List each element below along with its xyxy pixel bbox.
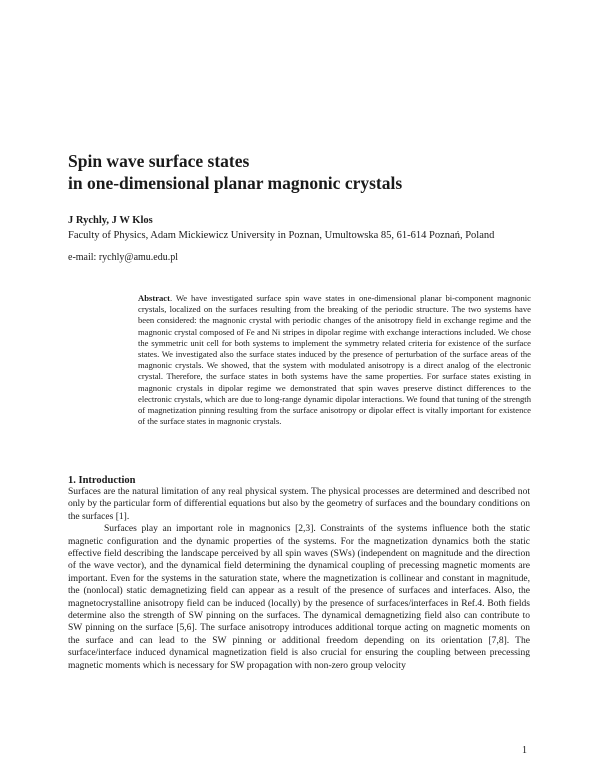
page-number: 1 [522,745,527,756]
abstract-label: Abstract [138,293,170,303]
title-line-1: Spin wave surface states [68,151,250,171]
affiliation: Faculty of Physics, Adam Mickiewicz University in Poznan, Umultowska 85, 61-614 Poznań, Poland [68,230,495,241]
abstract-text: . We have investigated surface spin wave states in one-dimensional planar bi-component magnonic crystals, localized on the surfaces resulting from the breaking of the periodic structure. The two systems have been considered: the magnonic crystal with periodic changes of the anisotropy field in exchange regime and the magnonic crystal composed of Fe and Ni stripes in dipolar regime with exchange interactions included. We chose the symmetric unit cell for both systems to implement the symmetry related criteria for existence of the surface states. We investigated also the surface states induced by the presence of perturbation of the surface areas of the magnonic crystals. We showed, that the system with modulated anisotropy is a direct analog of the electronic crystal. Therefore, the surface states in both systems have the same properties. For surface states existing in magnonic crystals in dipolar regime we demonstrated that spin waves preserve distinct differences to the electronic crystals, which are due to long-range dynamic dipolar interactions. We found that tuning of the strength of magnetization pinning resulting from the surface anisotropy or dipolar effect is vitally important for existence of the surface states in magnonic crystals. [138,293,531,427]
authors: J Rychly, J W Klos [68,215,153,226]
paragraph-1: Surfaces are the natural limitation of any real physical system. The physical processes are determined and described not only by the particular form of differential equations but also by the geometry of surfaces and the boundary conditions on the surfaces [1]. [68,486,530,522]
section-heading-introduction: 1. Introduction [68,475,136,486]
introduction-body [68,486,530,672]
paragraph-2: Surfaces play an important role in magnonics [2,3]. Constraints of the systems influence both the static magnetic configuration and the dynamic properties of the systems. For the magnetization dynamics both the static effective field describing the landscape perceived by all spin waves (SWs) (independent on magnitude and the direction of the wave vector), and the dynamical field determining the dynamical coupling of precessing magnetic moments are important. Even for the systems in the saturation state, where the magnetization is collinear and constant in magnitude, the (nonlocal) static demagnetizing field can appear as a result of the presence of surfaces and interfaces. Also, the magnetocrystalline anisotropy field can be induced (locally) by the presence of surfaces/interfaces in Ref.4. Both fields determine also the strength of SW pinning on the surfaces. The dynamical demagnetizing field also can contribute to SW pinning on the surface [5,6]. The surface anisotropy introduces additional torque acting on magnetic moments on the surface and can lead to the SW pinning or additional freedom depending on its orientation [7,8]. The surface/interface induced dynamical magnetization field is also crucial for ensuring the coupling between precessing magnetic moments which is necessary for SW propagation with non-zero group velocity [68,523,530,671]
title-line-2: in one-dimensional planar magnonic crystals [68,173,403,193]
author-email: e-mail: rychly@amu.edu.pl [68,252,179,263]
abstract [138,293,531,427]
paper-title [68,150,538,194]
